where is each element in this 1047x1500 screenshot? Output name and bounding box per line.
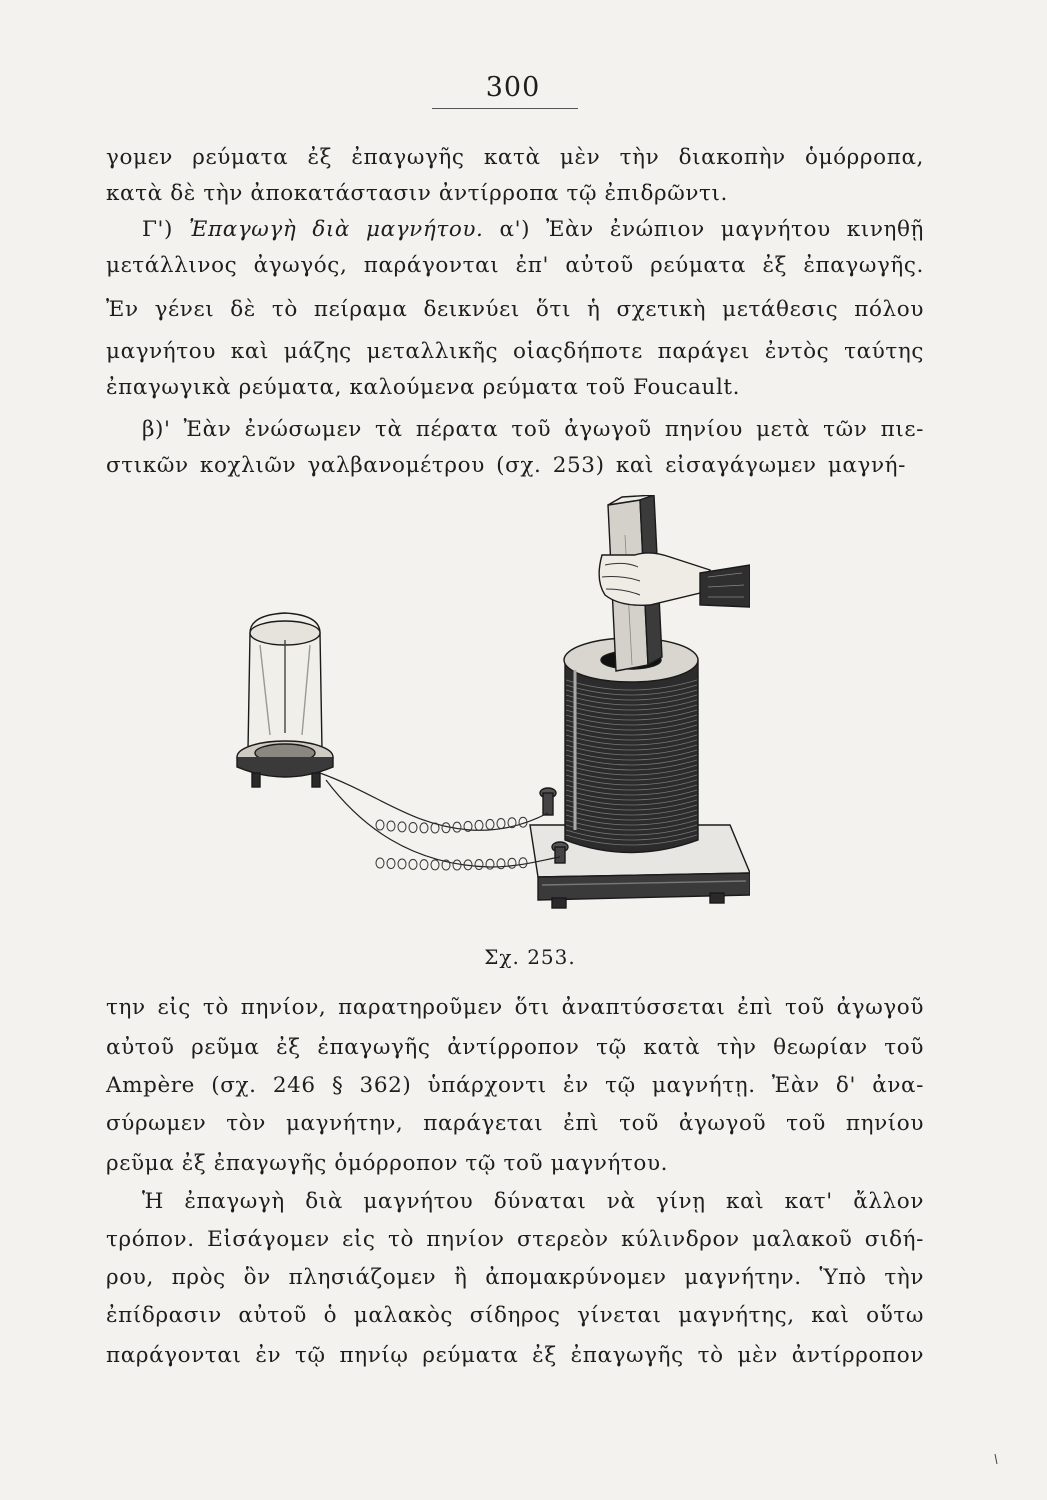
text-line: ἐπίδρασιν αὐτοῦ ὁ μαλακὸς σίδηρος γίνεται μαγνήτης, καὶ οὕτω — [106, 1303, 924, 1328]
section-marker: Γ') — [142, 217, 174, 242]
text-line: κατὰ δὲ τὴν ἀποκατάστασιν ἀντίρροπα τῷ ἐπιδρῶντι. — [106, 181, 728, 206]
section-title: Ἐπαγωγὴ διὰ μαγνήτου. — [189, 217, 484, 242]
text-line: αὐτοῦ ρεῦμα ἐξ ἐπαγωγῆς ἀντίρροπον τῷ κατὰ τὴν θεωρίαν τοῦ — [106, 1035, 924, 1060]
text-line: παράγονται ἐν τῷ πηνίῳ ρεύματα ἐξ ἐπαγωγῆς τὸ μὲν ἀντίρροπον — [106, 1343, 924, 1368]
header-rule — [432, 108, 578, 109]
text-line: γομεν ρεύματα ἐξ ἐπαγωγῆς κατὰ μὲν τὴν διακοπὴν ὁμόρροπα, — [106, 145, 924, 170]
text-line: στικῶν κοχλιῶν γαλβανομέτρου (σχ. 253) καὶ εἰσαγάγωμεν μαγνή- — [106, 453, 906, 478]
figure-caption: Σχ. 253. — [484, 945, 576, 969]
page-number: 300 — [485, 72, 541, 103]
text-line: μετάλλινος ἀγωγός, παράγονται ἐπ' αὐτοῦ ρεύματα ἐξ ἐπαγωγῆς. — [106, 253, 924, 278]
text-line: ἐπαγωγικὰ ρεύματα, καλούμενα ρεύματα τοῦ Foucault. — [106, 375, 741, 400]
text-line: Ampère (σχ. 246 § 362) ὑπάρχοντι ἐν τῷ μαγνήτῃ. Ἐὰν δ' ἀνα- — [106, 1073, 924, 1098]
induction-coil — [564, 638, 698, 853]
connecting-wires — [320, 773, 560, 870]
text-line: β)' Ἐὰν ἐνώσωμεν τὰ πέρατα τοῦ ἀγωγοῦ πηνίου μετὰ τῶν πιε- — [142, 417, 924, 442]
section-text: α') Ἐὰν ἐνώπιον μαγνήτου κινηθῇ — [499, 217, 925, 242]
induction-apparatus-engraving — [230, 495, 750, 935]
text-line: την εἰς τὸ πηνίον, παρατηροῦμεν ὅτι ἀναπτύσσεται ἐπὶ τοῦ ἀγωγοῦ — [106, 995, 924, 1020]
galvanometer — [237, 613, 333, 787]
text-line: μαγνήτου καὶ μάζης μεταλλικῆς οἱαςδήποτε παράγει ἐντὸς ταύτης — [106, 339, 924, 364]
hand-holding-magnet — [599, 553, 750, 607]
paper-specks — [987, 1430, 1007, 1470]
section-heading-line — [142, 212, 924, 248]
text-line: τρόπον. Εἰσάγομεν εἰς τὸ πηνίον στερεὸν κύλινδρον μαλακοῦ σιδή- — [106, 1227, 924, 1252]
text-line: ρου, πρὸς ὃν πλησιάζομεν ἢ ἀπομακρύνομεν μαγνήτην. Ὑπὸ τὴν — [106, 1265, 924, 1290]
text-line: Ἐν γένει δὲ τὸ πείραμα δεικνύει ὅτι ἡ σχετικὴ μετάθεσις πόλου — [106, 297, 924, 322]
text-line: σύρωμεν τὸν μαγνήτην, παράγεται ἐπὶ τοῦ ἀγωγοῦ τοῦ πηνίου — [106, 1111, 924, 1136]
text-line: ρεῦμα ἐξ ἐπαγωγῆς ὁμόρροπον τῷ τοῦ μαγνήτου. — [106, 1151, 669, 1176]
text-line: Ἡ ἐπαγωγὴ διὰ μαγνήτου δύναται νὰ γίνῃ καὶ κατ' ἄλλον — [142, 1189, 924, 1214]
